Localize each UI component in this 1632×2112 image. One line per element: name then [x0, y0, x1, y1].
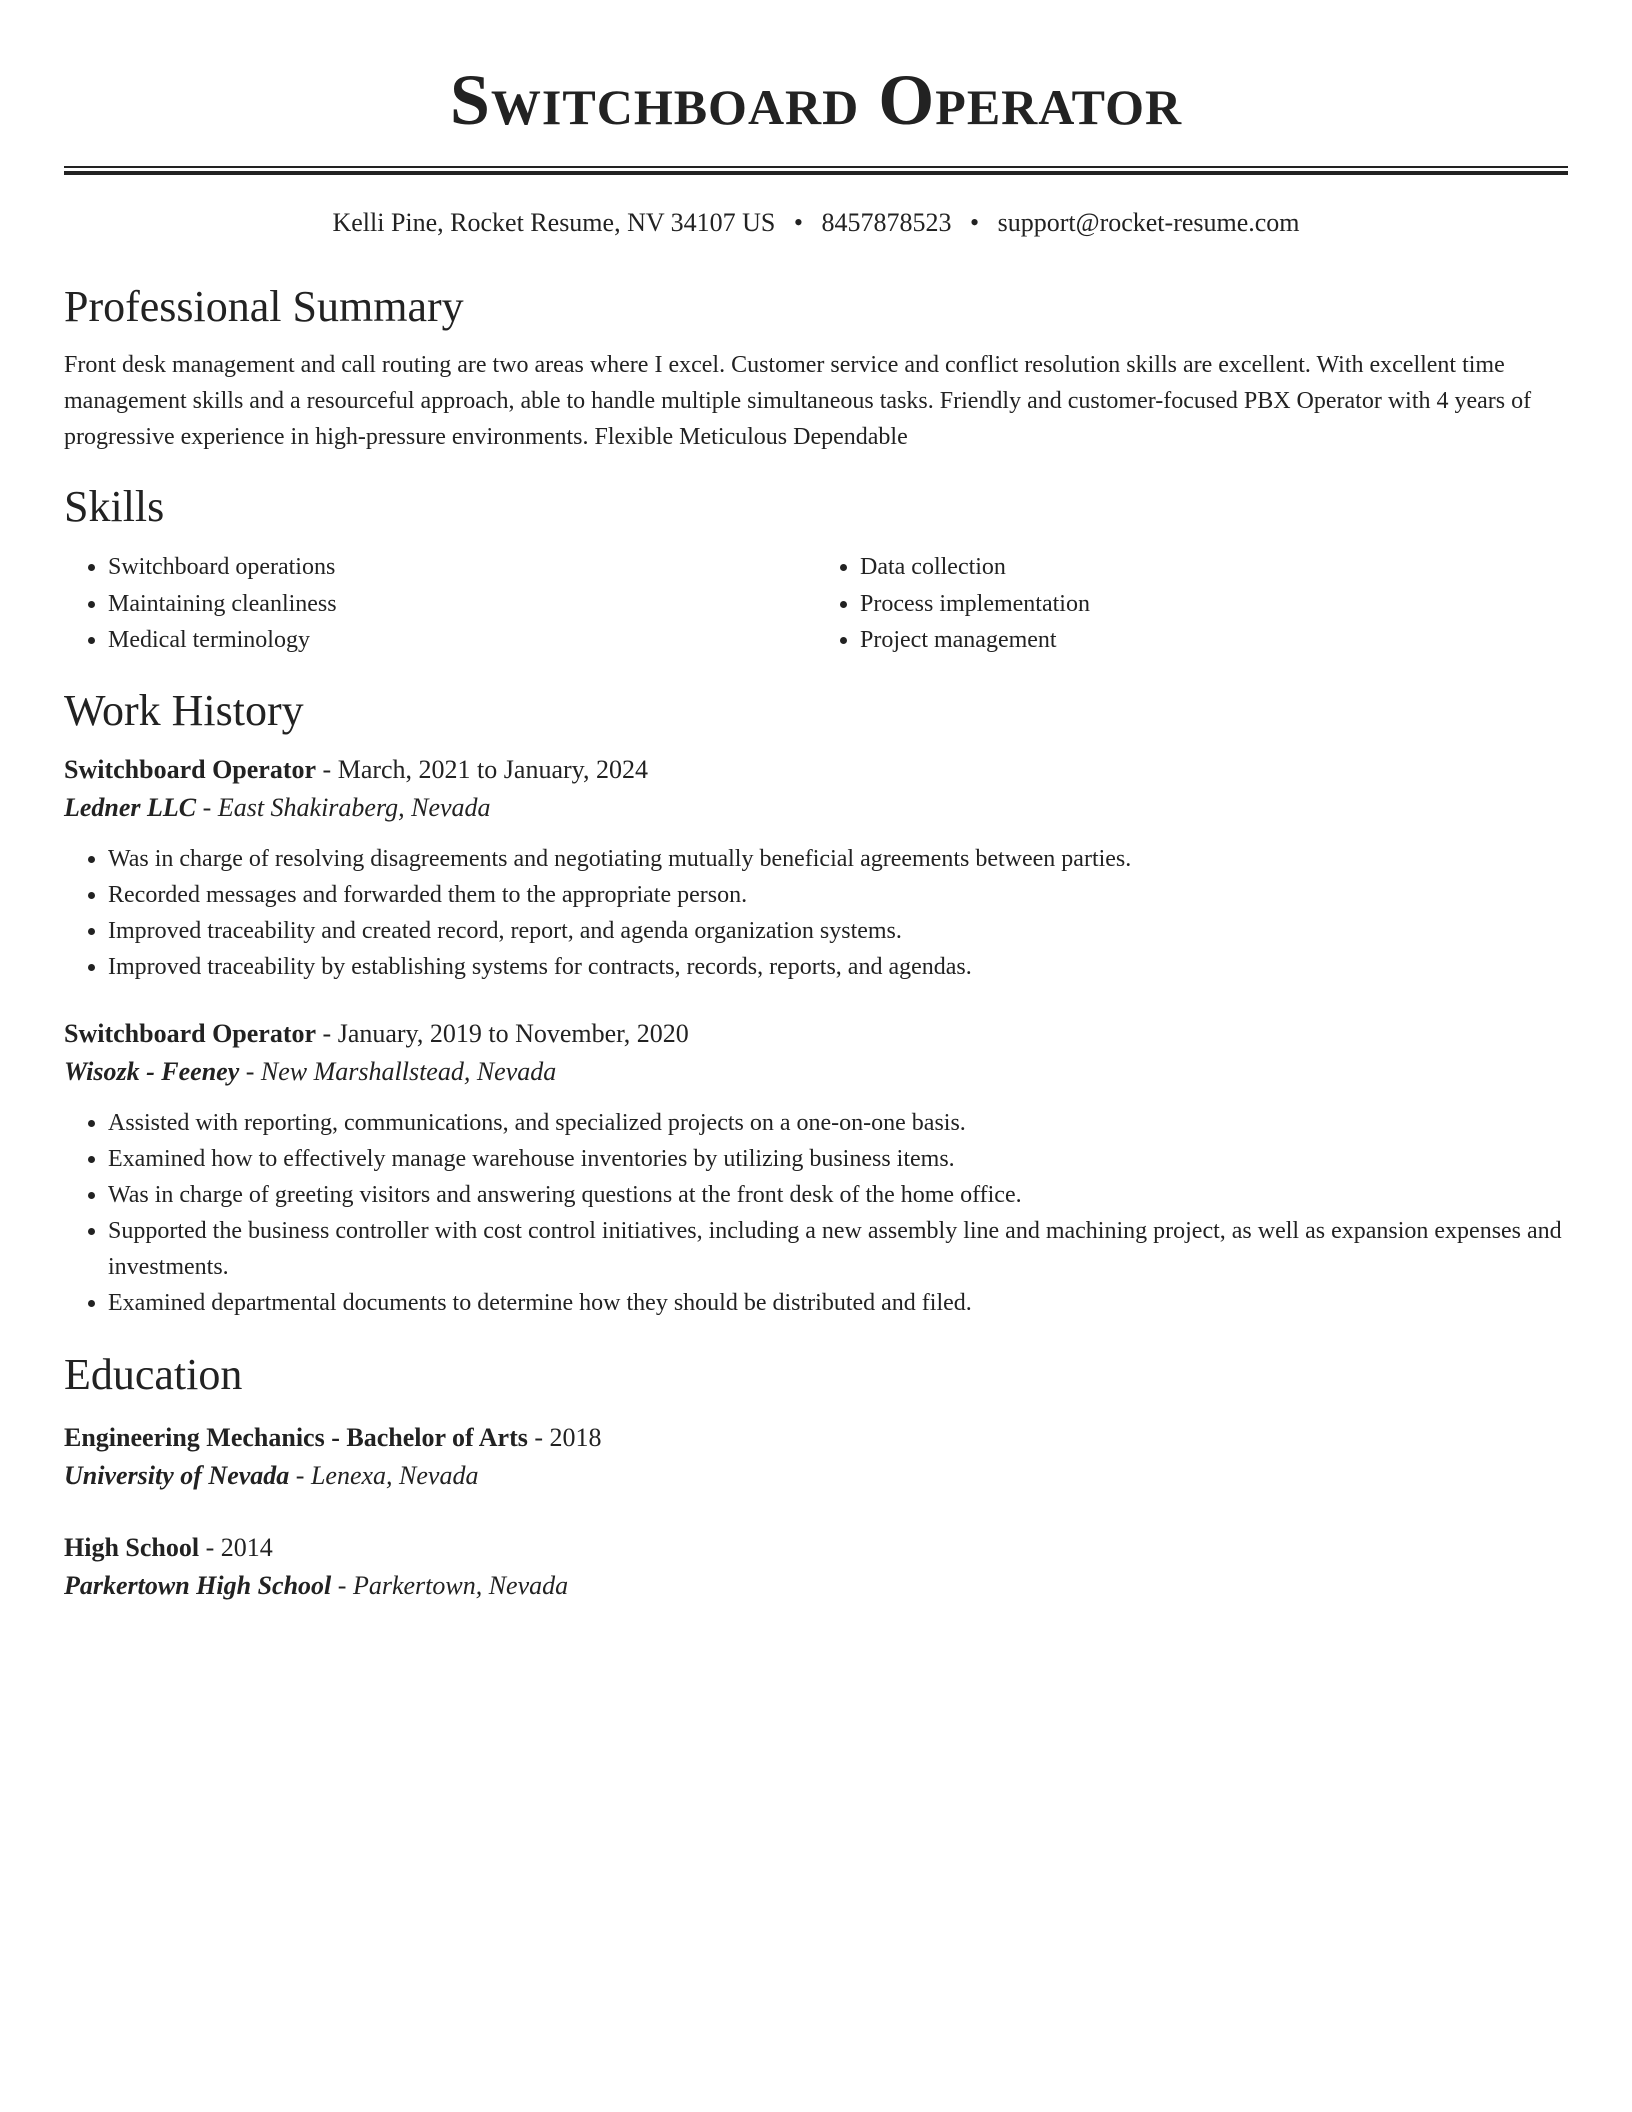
resume-name: Switchboard Operator — [449, 60, 1183, 140]
education-year: - 2014 — [199, 1532, 273, 1562]
skill-item: • Process implementation — [860, 586, 1568, 623]
header-divider — [64, 166, 1568, 175]
job-dates: - March, 2021 to January, 2024 — [316, 754, 648, 784]
education-location: - Lenexa, Nevada — [289, 1460, 479, 1490]
contact-separator: • — [970, 208, 980, 237]
education-degree: High School — [64, 1532, 200, 1562]
skills-heading: Skills — [64, 482, 165, 531]
job-location: - New Marshallstead, Nevada — [239, 1056, 557, 1086]
education-year: - 2018 — [527, 1422, 602, 1452]
education-school: University of Nevada — [64, 1460, 290, 1490]
skill-item: • Project management — [860, 622, 1568, 659]
education-header — [64, 1419, 1568, 1457]
job-dates: - January, 2019 to November, 2020 — [316, 1018, 689, 1048]
summary-heading: Professional Summary — [64, 282, 464, 331]
job-bullet: • Improved traceability and created record, report, and agenda organization systems. — [108, 913, 1568, 949]
skills-list-left — [64, 549, 816, 659]
job-role: Switchboard Operator — [64, 754, 317, 784]
job-company: Ledner LLC — [64, 792, 197, 822]
job-location: - East Shakiraberg, Nevada — [196, 792, 491, 822]
skills-columns — [64, 549, 1568, 659]
job-bullet: • Examined departmental documents to determine how they should be distributed and filed. — [108, 1285, 1568, 1321]
contact-separator: • — [793, 208, 804, 237]
skill-item: • Maintaining cleanliness — [108, 586, 816, 623]
job-bullets — [64, 841, 1568, 985]
contact-line — [64, 205, 1568, 241]
education-degree: Engineering Mechanics - Bachelor of Arts — [64, 1422, 528, 1452]
summary-text: Front desk management and call routing are two areas where I excel. Customer service and conflict resolution skills are excellent. With excellent time management skills and a resourceful approach, able to handle multiple simultaneous tasks. Friendly and customer-focused PBX Operator with 4 years of progressive experience in high-pressure environments. Flexible Meticulous Dependable — [64, 352, 1532, 450]
contact-email: support@rocket-resume.com — [997, 208, 1300, 237]
job-header — [64, 1015, 1568, 1053]
education-entry — [64, 1529, 1568, 1605]
work-history-heading: Work History — [64, 685, 304, 735]
education-header — [64, 1529, 1568, 1567]
job-bullet: • Recorded messages and forwarded them to the appropriate person. — [108, 877, 1568, 913]
job-bullet: • Was in charge of resolving disagreements and negotiating mutually beneficial agreements between parties. — [108, 841, 1568, 877]
education-entry — [64, 1419, 1568, 1495]
contact-phone: 8457878523 — [821, 208, 952, 237]
job-header — [64, 751, 1568, 789]
job-bullets — [64, 1105, 1568, 1321]
job-bullet: • Supported the business controller with cost control initiatives, including a new assembly line and machining project, as well as expansion expenses and investments. — [108, 1213, 1568, 1285]
job-company: Wisozk - Feeney — [64, 1056, 240, 1086]
job-bullet: • Examined how to effectively manage warehouse inventories by utilizing business items. — [108, 1141, 1568, 1177]
contact-address: Kelli Pine, Rocket Resume, NV 34107 US — [332, 208, 776, 237]
skills-list-right — [816, 549, 1568, 659]
job-role: Switchboard Operator — [64, 1018, 317, 1048]
education-heading: Education — [64, 1349, 243, 1399]
job-bullet: • Assisted with reporting, communications, and specialized projects on a one-on-one basis. — [108, 1105, 1568, 1141]
education-location: - Parkertown, Nevada — [331, 1570, 569, 1600]
job-bullet: • Was in charge of greeting visitors and answering questions at the front desk of the home office. — [108, 1177, 1568, 1213]
skill-item: • Medical terminology — [108, 622, 816, 659]
job-entry — [64, 1015, 1568, 1321]
job-entry — [64, 751, 1568, 985]
education-school-line — [64, 1567, 1568, 1605]
education-school-line — [64, 1457, 1568, 1495]
skill-item: • Data collection — [860, 549, 1568, 586]
job-bullet: • Improved traceability by establishing systems for contracts, records, reports, and agendas. — [108, 949, 1568, 985]
education-school: Parkertown High School — [64, 1570, 332, 1600]
skill-item: • Switchboard operations — [108, 549, 816, 586]
job-employer — [64, 789, 1568, 827]
job-employer — [64, 1053, 1568, 1091]
